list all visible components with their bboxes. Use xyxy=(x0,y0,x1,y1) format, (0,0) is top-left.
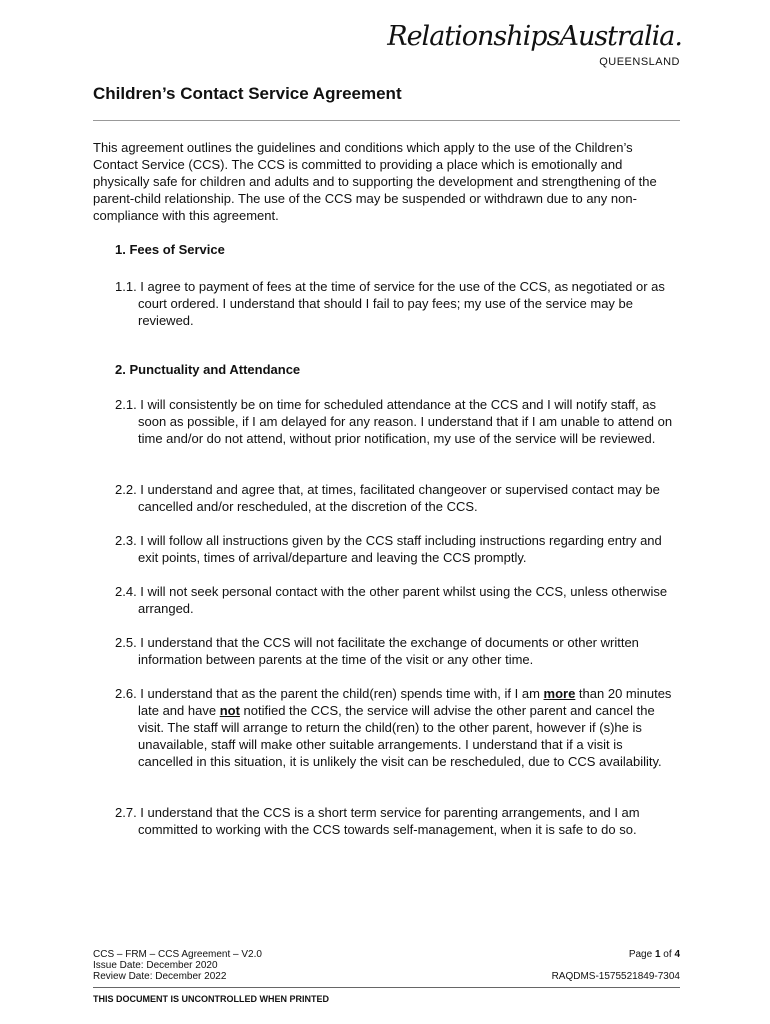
title-divider xyxy=(93,120,680,121)
uncontrolled-notice: THIS DOCUMENT IS UNCONTROLLED WHEN PRINTED xyxy=(93,994,329,1004)
logo-wordmark: RelationshipsAustralia. xyxy=(387,21,682,52)
clause-2-6 xyxy=(115,685,680,770)
clause-2-7: 2.7. I understand that the CCS is a short term service for parenting arrangements, and I am committed to working with the CCS towards self-management, when it is safe to do so. xyxy=(115,805,640,837)
clause-2-1: 2.1. I will consistently be on time for scheduled attendance at the CCS and I will notify staff, as soon as possible, if I am delayed for any reason. I understand that if I am unable to attend on time and/or do not attend, without prior notification, my use of the service will be reviewed. xyxy=(115,397,673,446)
footer-document-info xyxy=(93,949,262,982)
footer-issue-date: Issue Date: December 2020 xyxy=(93,960,218,971)
page-number xyxy=(629,949,680,960)
page-label: Page xyxy=(628,949,655,960)
emphasis-not: not xyxy=(219,703,240,718)
footer-review-date: Review Date: December 2022 xyxy=(93,971,227,982)
clause-2-6-text: notified the CCS, the service will advise the other parent and cancel the visit. The staff will arrange to return the child(ren) to the other parent, however if (s)he is unavailable, staff will make other suitable arrangements. I understand that if a visit is cancelled in this situation, it is unlikely the visit can be rescheduled, due to CCS availability. xyxy=(138,703,662,769)
clause-2-3: 2.3. I will follow all instructions given by the CCS staff including instructions regarding entry and exit points, times of arrival/departure and leaving the CCS promptly. xyxy=(115,533,662,565)
emphasis-more: more xyxy=(543,686,576,701)
footer-doc-id: RAQDMS-1575521849-7304 xyxy=(551,971,680,982)
document-title: Children’s Contact Service Agreement xyxy=(93,84,402,103)
footer-doc-code: CCS – FRM – CCS Agreement – V2.0 xyxy=(93,949,262,960)
clause-1-1: 1.1. I agree to payment of fees at the time of service for the use of the CCS, as negotiated or as court ordered. I understand that should I fail to pay fees; my use of the service may be reviewed. xyxy=(115,279,665,328)
logo-region: QUEENSLAND xyxy=(599,56,680,68)
page-total: 4 xyxy=(674,949,680,960)
clause-2-5: 2.5. I understand that the CCS will not facilitate the exchange of documents or other written information between parents at the time of the visit or any other time. xyxy=(115,635,639,667)
intro-paragraph: This agreement outlines the guidelines and conditions which apply to the use of the Children’s Contact Service (CCS). The CCS is committed to providing a place which is emotionally and physically safe for children and adults and to supporting the development and strengthening of the parent-child relationship. The use of the CCS may be suspended or withdrawn due to any non-compliance with this agreement. xyxy=(93,140,657,223)
clause-2-6-text: than 20 minutes late and have xyxy=(138,686,672,718)
clause-2-4: 2.4. I will not seek personal contact with the other parent whilst using the CCS, unless otherwise arranged. xyxy=(115,584,668,616)
footer-divider xyxy=(93,987,680,988)
clause-2-2: 2.2. I understand and agree that, at times, facilitated changeover or supervised contact may be cancelled and/or rescheduled, at the discretion of the CCS. xyxy=(115,482,660,514)
page-current: 1 xyxy=(654,949,661,960)
section-heading-punctuality: 2. Punctuality and Attendance xyxy=(115,362,301,377)
organization-logo xyxy=(387,22,682,68)
clause-2-6-text: 2.6. I understand that as the parent the child(ren) spends time with, if I am xyxy=(115,686,544,701)
page-of: of xyxy=(660,949,675,960)
section-heading-fees: 1. Fees of Service xyxy=(115,242,225,257)
